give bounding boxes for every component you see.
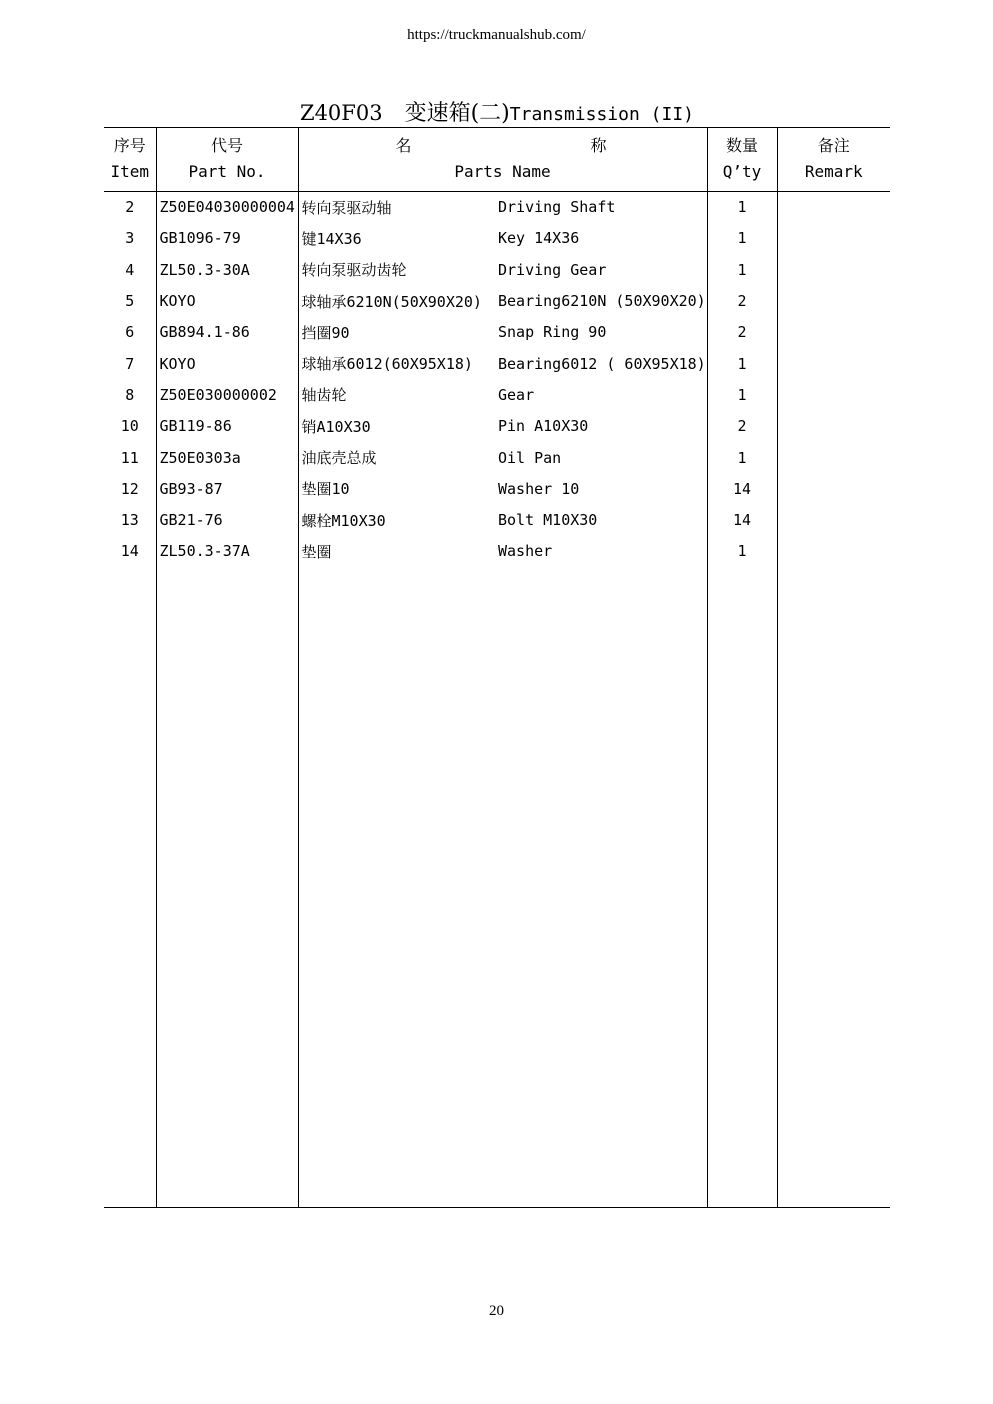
cell-item: 2 <box>104 192 156 223</box>
cell-part-no: GB894.1-86 <box>156 317 298 348</box>
cell-part-no: GB93-87 <box>156 473 298 504</box>
cell-name-cn: 转向泵驱动轴 <box>301 198 392 217</box>
header-name-cn-2: 称 <box>590 136 607 155</box>
cell-item: 5 <box>104 285 156 316</box>
cell-item: 12 <box>104 473 156 504</box>
cell-name-en: Bolt M10X30 <box>496 504 707 535</box>
cell-name-cn: 轴齿轮 <box>301 386 347 405</box>
cell-name-en: Gear <box>496 379 707 410</box>
table-row <box>104 379 890 410</box>
header-part-en: Part No. <box>188 162 266 181</box>
cell-qty: 2 <box>707 317 777 348</box>
table-row <box>104 348 890 379</box>
cell-name-cn: 键14X36 <box>301 229 362 248</box>
header-remark-cn: 备注 <box>817 136 850 155</box>
cell-remark <box>777 442 890 473</box>
cell-remark <box>777 223 890 254</box>
header-parts-name <box>298 128 707 192</box>
filler-cell <box>104 567 156 1207</box>
cell-item: 13 <box>104 504 156 535</box>
cell-qty: 1 <box>707 223 777 254</box>
header-item <box>104 128 156 192</box>
cell-name-en: Bearing6210N (50X90X20) <box>496 285 707 316</box>
header-qty-cn: 数量 <box>725 136 758 155</box>
filler-cell <box>298 567 496 1207</box>
table-row <box>104 442 890 473</box>
cell-remark <box>777 254 890 285</box>
table-filler-row <box>104 567 890 1207</box>
cell-name-en: Driving Gear <box>496 254 707 285</box>
cell-remark <box>777 411 890 442</box>
cell-name-en: Washer <box>496 536 707 567</box>
table-row <box>104 473 890 504</box>
cell-name-cn: 挡圈90 <box>301 323 350 342</box>
cell-item: 14 <box>104 536 156 567</box>
cell-remark <box>777 285 890 316</box>
header-item-cn: 序号 <box>113 136 146 155</box>
cell-item: 4 <box>104 254 156 285</box>
cell-remark <box>777 473 890 504</box>
cell-name-en: Washer 10 <box>496 473 707 504</box>
cell-remark <box>777 192 890 223</box>
cell-remark <box>777 379 890 410</box>
table-row <box>104 504 890 535</box>
cell-part-no: Z50E04030000004 <box>156 192 298 223</box>
cell-name-en: Snap Ring 90 <box>496 317 707 348</box>
cell-part-no: ZL50.3-30A <box>156 254 298 285</box>
table-row <box>104 192 890 223</box>
filler-cell <box>156 567 298 1207</box>
title-name-en: Transmission (II) <box>509 104 694 125</box>
cell-name-en: Bearing6012 ( 60X95X18) <box>496 348 707 379</box>
cell-name-cn: 销A10X30 <box>301 417 371 436</box>
title-name-cn: 变速箱(二) <box>404 101 510 126</box>
cell-name-cn: 转向泵驱动齿轮 <box>301 261 407 280</box>
cell-name-cn: 油底壳总成 <box>301 449 377 468</box>
header-qty <box>707 128 777 192</box>
cell-part-no: KOYO <box>156 285 298 316</box>
cell-qty: 1 <box>707 442 777 473</box>
cell-part-no: ZL50.3-37A <box>156 536 298 567</box>
cell-qty: 1 <box>707 348 777 379</box>
header-part-cn: 代号 <box>210 136 243 155</box>
header-name-cn-1: 名 <box>395 136 412 155</box>
cell-name-en: Pin A10X30 <box>496 411 707 442</box>
cell-qty: 1 <box>707 379 777 410</box>
cell-item: 8 <box>104 379 156 410</box>
cell-name-cn: 垫圈10 <box>301 480 350 499</box>
cell-name-cn: 球轴承6210N(50X90X20) <box>301 292 482 311</box>
cell-qty: 2 <box>707 285 777 316</box>
header-qty-en: Q’ty <box>722 162 762 181</box>
cell-name-en: Oil Pan <box>496 442 707 473</box>
filler-cell <box>777 567 890 1207</box>
cell-part-no: KOYO <box>156 348 298 379</box>
cell-part-no: GB21-76 <box>156 504 298 535</box>
table-row <box>104 411 890 442</box>
cell-part-no: Z50E030000002 <box>156 379 298 410</box>
header-name-en: Parts Name <box>454 162 551 181</box>
header-remark <box>777 128 890 192</box>
cell-name-en: Driving Shaft <box>496 192 707 223</box>
cell-remark <box>777 536 890 567</box>
table-row <box>104 536 890 567</box>
cell-remark <box>777 317 890 348</box>
cell-qty: 14 <box>707 473 777 504</box>
table-row <box>104 317 890 348</box>
cell-remark <box>777 348 890 379</box>
header-item-en: Item <box>110 162 150 181</box>
cell-name-cn: 球轴承6012(60X95X18) <box>301 355 473 374</box>
cell-part-no: Z50E0303a <box>156 442 298 473</box>
cell-item: 10 <box>104 411 156 442</box>
cell-item: 7 <box>104 348 156 379</box>
table-header-row <box>104 128 890 192</box>
cell-qty: 1 <box>707 192 777 223</box>
cell-item: 6 <box>104 317 156 348</box>
table-row <box>104 254 890 285</box>
cell-qty: 1 <box>707 254 777 285</box>
cell-part-no: GB119-86 <box>156 411 298 442</box>
parts-table <box>104 127 890 1208</box>
site-url[interactable]: https://truckmanualshub.com/ <box>407 27 586 43</box>
table-row <box>104 285 890 316</box>
cell-item: 11 <box>104 442 156 473</box>
title-code: Z40F03 <box>299 101 383 125</box>
page-number: 20 <box>489 1303 504 1319</box>
page-title <box>104 96 890 127</box>
filler-cell <box>707 567 777 1207</box>
cell-name-cn: 垫圈 <box>301 542 332 561</box>
cell-name-cn: 螺栓M10X30 <box>301 511 386 530</box>
cell-remark <box>777 504 890 535</box>
header-remark-en: Remark <box>804 162 863 181</box>
cell-qty: 1 <box>707 536 777 567</box>
cell-qty: 14 <box>707 504 777 535</box>
cell-qty: 2 <box>707 411 777 442</box>
cell-name-en: Key 14X36 <box>496 223 707 254</box>
cell-part-no: GB1096-79 <box>156 223 298 254</box>
header-part-no <box>156 128 298 192</box>
filler-cell <box>496 567 707 1207</box>
cell-item: 3 <box>104 223 156 254</box>
table-row <box>104 223 890 254</box>
